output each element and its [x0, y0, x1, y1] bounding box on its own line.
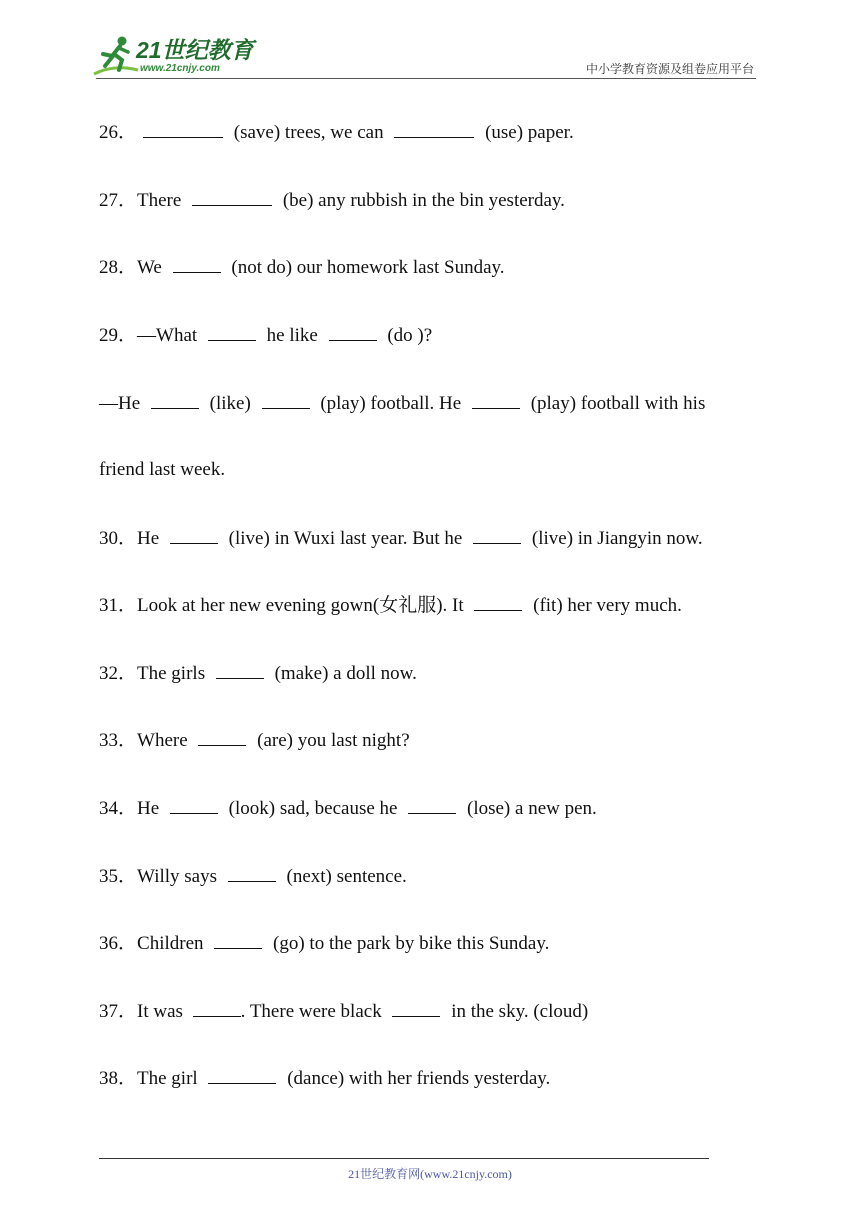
- answer-blank[interactable]: [394, 120, 474, 138]
- question-text: (dance) with her friends yesterday.: [282, 1068, 551, 1089]
- question-35: [99, 864, 407, 889]
- question-text: . There were black: [240, 1001, 387, 1022]
- question-number: 32．: [99, 663, 138, 684]
- question-text: (are) you last night?: [252, 730, 410, 751]
- question-text: There: [137, 190, 187, 211]
- answer-blank[interactable]: [228, 864, 276, 882]
- answer-blank[interactable]: [198, 728, 246, 746]
- question-number: 29．: [99, 325, 138, 346]
- question-text: friend last week.: [99, 459, 226, 480]
- footer-divider: [99, 1158, 709, 1159]
- question-text: (live) in Jiangyin now.: [527, 528, 703, 549]
- footer-link[interactable]: 21世纪教育网(www.21cnjy.com): [348, 1167, 512, 1181]
- answer-blank[interactable]: [173, 255, 221, 273]
- question-number: 28．: [99, 257, 138, 278]
- answer-blank[interactable]: [392, 999, 440, 1017]
- question-text: (like): [204, 393, 256, 414]
- logo-subtext: www.21cnjy.com: [140, 63, 220, 74]
- question-number: 38．: [99, 1068, 138, 1089]
- answer-blank[interactable]: [214, 931, 262, 949]
- question-number: 30．: [99, 528, 138, 549]
- answer-blank[interactable]: [474, 593, 522, 611]
- question-number: 36．: [99, 933, 138, 954]
- question-text: (go) to the park by bike this Sunday.: [268, 933, 550, 954]
- question-text: (next) sentence.: [281, 866, 407, 887]
- question-38: [99, 1066, 550, 1091]
- question-number: 31．: [99, 595, 138, 616]
- question-number: 33．: [99, 730, 138, 751]
- question-text: (live) in Wuxi last year. But he: [223, 528, 468, 549]
- question-text: He: [137, 528, 164, 549]
- question-number: 27．: [99, 190, 138, 211]
- answer-blank[interactable]: [262, 391, 310, 409]
- question-29: [99, 323, 432, 348]
- answer-blank[interactable]: [170, 526, 218, 544]
- answer-blank[interactable]: [192, 188, 272, 206]
- question-text: He: [137, 798, 164, 819]
- question-number: 35．: [99, 866, 138, 887]
- question-text: he like: [261, 325, 323, 346]
- question-text: Willy says: [137, 866, 222, 887]
- question-26: [99, 120, 574, 145]
- question-text: (save) trees, we can: [229, 122, 389, 143]
- answer-blank[interactable]: [473, 526, 521, 544]
- question-text: (not do) our homework last Sunday.: [226, 257, 505, 278]
- question-text: Where: [137, 730, 193, 751]
- question-number: 37．: [99, 1001, 138, 1022]
- answer-blank[interactable]: [216, 661, 264, 679]
- question-33: [99, 728, 410, 753]
- question-text: (use) paper.: [480, 122, 574, 143]
- question-text: in the sky. (cloud): [446, 1001, 589, 1022]
- question-32: [99, 661, 417, 686]
- question-37: [99, 999, 588, 1024]
- answer-blank[interactable]: [143, 120, 223, 138]
- question-28: [99, 255, 505, 280]
- question-text: The girl: [137, 1068, 203, 1089]
- runner-icon: [92, 34, 140, 78]
- answer-blank[interactable]: [408, 796, 456, 814]
- header-divider: [96, 78, 756, 79]
- answer-blank[interactable]: [329, 323, 377, 341]
- question-text: Look at her new evening gown(女礼服). It: [137, 595, 469, 616]
- question-text: (lose) a new pen.: [462, 798, 597, 819]
- answer-blank[interactable]: [472, 391, 520, 409]
- question-36: [99, 931, 549, 956]
- question-text: (make) a doll now.: [269, 663, 417, 684]
- answer-blank[interactable]: [208, 323, 256, 341]
- question-31: [99, 593, 682, 618]
- logo-text: 21世纪教育: [136, 37, 254, 63]
- question-34: [99, 796, 597, 821]
- question-text: (look) sad, because he: [223, 798, 403, 819]
- logo: [92, 34, 257, 78]
- question-text: Children: [137, 933, 209, 954]
- platform-title: 中小学教育资源及组卷应用平台: [585, 62, 754, 76]
- question-text: It was: [137, 1001, 188, 1022]
- page-header: [0, 0, 860, 80]
- question-30: [99, 526, 703, 551]
- question-27: [99, 188, 565, 213]
- question-text: (be) any rubbish in the bin yesterday.: [278, 190, 565, 211]
- question-29-continued: [99, 458, 225, 482]
- question-29-response: [99, 391, 705, 416]
- question-text: (play) football with his: [525, 393, 706, 414]
- question-number: 26．: [99, 122, 138, 143]
- answer-blank[interactable]: [208, 1066, 276, 1084]
- question-text: (do )?: [382, 325, 433, 346]
- question-number: 34．: [99, 798, 138, 819]
- answer-blank[interactable]: [193, 999, 241, 1017]
- question-text: —What: [137, 325, 202, 346]
- question-text: (play) football. He: [315, 393, 466, 414]
- question-text: (fit) her very much.: [528, 595, 682, 616]
- question-text: We: [137, 257, 167, 278]
- answer-blank[interactable]: [170, 796, 218, 814]
- question-text: The girls: [137, 663, 210, 684]
- question-text: —He: [99, 393, 145, 414]
- answer-blank[interactable]: [151, 391, 199, 409]
